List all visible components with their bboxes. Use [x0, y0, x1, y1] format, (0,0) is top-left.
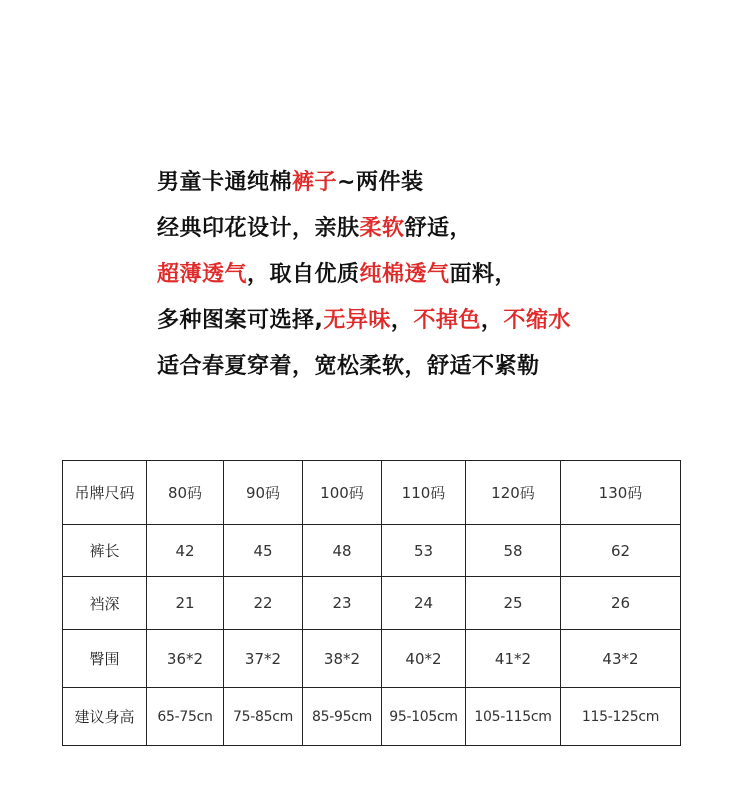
table-cell: 105-115cm — [466, 688, 561, 746]
table-cell: 100码 — [303, 461, 382, 525]
table-cell: 130码 — [561, 461, 681, 525]
table-cell: 65-75cn — [147, 688, 224, 746]
line-5-segment: 适合春夏穿着，宽松柔软，舒适不紧勒 — [157, 354, 540, 379]
table-cell: 110码 — [382, 461, 466, 525]
line-4-highlight: 无异味 — [323, 308, 391, 333]
table-row — [63, 577, 681, 630]
table-cell: 40*2 — [382, 630, 466, 688]
line-1-highlight: 裤子 — [292, 170, 338, 195]
size-chart-table — [62, 460, 681, 746]
line-2-highlight: 柔软 — [359, 216, 405, 241]
table-cell: 42 — [147, 525, 224, 577]
line-4-highlight: 不掉色 — [413, 308, 481, 333]
table-cell: 80码 — [147, 461, 224, 525]
table-cell: 120码 — [466, 461, 561, 525]
table-cell: 24 — [382, 577, 466, 630]
row-header-hip: 臀围 — [63, 630, 147, 688]
table-cell: 41*2 — [466, 630, 561, 688]
line-3-highlight: 超薄透气 — [157, 262, 248, 287]
line-3-segment: 面料， — [449, 262, 518, 287]
table-cell: 53 — [382, 525, 466, 577]
table-cell: 62 — [561, 525, 681, 577]
table-cell: 85-95cm — [303, 688, 382, 746]
description-line-1 — [157, 160, 717, 206]
table-cell: 21 — [147, 577, 224, 630]
description-line-3 — [157, 252, 717, 298]
description-line-2 — [157, 206, 717, 252]
table-row — [63, 630, 681, 688]
description-line-5 — [157, 344, 717, 390]
line-2-segment: 经典印花设计，亲肤 — [157, 216, 360, 241]
table-cell: 26 — [561, 577, 681, 630]
table-cell: 37*2 — [224, 630, 303, 688]
row-header-suggested-height: 建议身高 — [63, 688, 147, 746]
table-cell: 115-125cm — [561, 688, 681, 746]
line-3-segment: ，取自优质 — [247, 262, 360, 287]
table-cell: 25 — [466, 577, 561, 630]
product-description — [157, 160, 717, 390]
line-1-segment: 男童卡通纯棉 — [157, 170, 293, 195]
table-cell: 95-105cm — [382, 688, 466, 746]
table-cell: 48 — [303, 525, 382, 577]
row-header-crotch-depth: 裆深 — [63, 577, 147, 630]
line-2-segment: 舒适， — [404, 216, 473, 241]
row-header-tag-size: 吊牌尺码 — [63, 461, 147, 525]
table-cell: 22 — [224, 577, 303, 630]
row-header-pants-length: 裤长 — [63, 525, 147, 577]
line-4-segment: ， — [480, 308, 504, 333]
description-line-4 — [157, 298, 717, 344]
line-4-segment: ， — [390, 308, 414, 333]
line-4-segment: 多种图案可选择, — [157, 308, 324, 333]
line-3-highlight: 纯棉透气 — [359, 262, 450, 287]
table-row — [63, 461, 681, 525]
line-1-segment: ~两件装 — [337, 170, 424, 195]
table-cell: 58 — [466, 525, 561, 577]
table-cell: 90码 — [224, 461, 303, 525]
table-row — [63, 688, 681, 746]
line-4-highlight: 不缩水 — [503, 308, 571, 333]
table-row — [63, 525, 681, 577]
table-cell: 75-85cm — [224, 688, 303, 746]
table-cell: 36*2 — [147, 630, 224, 688]
table-cell: 45 — [224, 525, 303, 577]
table-cell: 43*2 — [561, 630, 681, 688]
table-cell: 38*2 — [303, 630, 382, 688]
table-cell: 23 — [303, 577, 382, 630]
